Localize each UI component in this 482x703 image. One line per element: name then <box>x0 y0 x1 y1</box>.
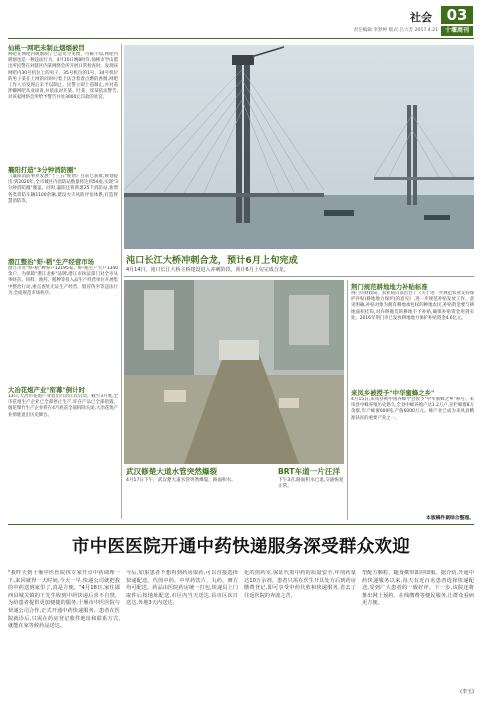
feature-paragraph: 化的煎药室,保证代煎中药的质量安全,年煎药量达10万余剂。患者只需在医生开具处方后到药房缴费登记,即可享受中药代煎和快递服务,省去了往返医院的奔波之苦。 <box>244 570 356 599</box>
brief-headline: 潜江整治"虾-稻"生产经营市场 <box>8 258 94 266</box>
feature-byline: (李玉) <box>460 689 474 695</box>
page-banner: 十堰周刊 <box>441 26 473 36</box>
story-divider <box>124 276 474 277</box>
brief-body: 4月15日,来凤县被中国养蜂学会授予"中华蜜蜂之乡"称号。来凤县中蜂养殖历史悠久,全县中蜂养殖户达1.2万户,存栏蜂群8万余群,年产蜂蜜600吨,产值6000万元。蜂产业已成为来凤县精准扶贫的重要产业之一。 <box>351 397 474 421</box>
news-brief <box>351 389 474 497</box>
news-brief <box>8 166 118 256</box>
news-brief <box>8 386 118 514</box>
page-number: 03 <box>441 6 473 24</box>
bridge-photo <box>124 45 474 249</box>
feature-top-rule <box>8 524 474 525</box>
column-divider <box>347 280 348 520</box>
flood-headline: 武汉修楚大道水管突然爆裂 <box>126 467 218 476</box>
bridge-illustration <box>124 45 474 249</box>
feature-paragraph: 型配方颗粒、随身携带即冲即服。据介绍,开通中药快递服务以来,每天有近百名患者选择快递配送,受到广大患者的一致好评。下一步,该院还将推出网上预约、在线缴费等便民服务,让群众看病更方便。 <box>362 570 474 607</box>
flood-side-caption: 下午3点,路面积水已退,交通恢复正常。 <box>278 478 344 490</box>
brief-body: 13日,大冶市花炮产业退出行动正式启动。截至3月底,全市花炮生产企业已全部停止生产,库存产品已全部销毁。烟花爆竹生产企业将在4月底前全部拆除关闭,大冶花炮产业彻底退出历史舞台。 <box>8 394 118 418</box>
brief-headline: 襄阳打造"3分钟消防圈" <box>8 166 77 174</box>
page-credits: 责任编辑:李梦婷 版式:吕大芳 2017.4.21 <box>353 28 438 33</box>
masthead <box>0 0 482 40</box>
flood-side-headline: BRT车道一片汪洋 <box>278 467 341 476</box>
bridge-caption: 4月14日，沌口长江大桥主桥建设进入冲刺阶段，预计6月上旬完成合龙。 <box>126 267 289 273</box>
flood-caption: 4月17日下午，武汉楚大道水管突然爆裂，路面积水。 <box>126 478 236 483</box>
flood-illustration <box>124 280 344 464</box>
news-brief <box>8 258 118 384</box>
section-name: 社会 <box>410 11 432 24</box>
source-note: 本版稿件据综合整理。 <box>426 516 474 521</box>
brief-headline: 仙桃一网吧未制止烟烟被罚 <box>8 44 85 52</box>
brief-body: 荆门市财政局、农业局日前出台了《关于进一步规范农业支持保护补贴(耕地地力保护)的意见》,进一步规范补贴发放工作。意见明确,补贴对象为拥有耕地承包权的种地农民,补贴资金要与耕地面积挂钩,对弃耕抛荒的耕地不予补贴,确保补贴资金用到实处。2016年荆门市已发放耕地地力保护补贴资金4.6亿元。 <box>351 291 474 321</box>
news-brief <box>351 283 474 387</box>
brief-body: 潜江市有"虾-稻"种养户12195家、虾-稻生产大户1340余户。为保障"潜江龙虾"品牌,潜江市执法部门对全市从事虾苗、饲料、渔药、稻种等投入品生产经营单位开展集中整治行动,重点查处无证生产经营、假冒伪劣等违法行为,全面规范市场秩序。 <box>8 266 118 296</box>
feature-headline: 市中医医院开通中药快递服务深受群众欢迎 <box>71 537 411 557</box>
feature-body <box>8 570 474 698</box>
column-divider <box>121 44 122 519</box>
brief-body: 《襄阳消防事业发展"十三五"规划》目前已获批,规划提出:到2020年,全市城区内消防站数量将达到54座,实现"3分钟消防圈"覆盖。同时,襄阳还将新建25个消防站,新增各类消防车辆1100余辆,建设火灾风险评估体系,打造智慧消防等。 <box>8 174 118 204</box>
masthead-rule <box>8 38 474 39</box>
bridge-headline: 沌口长江大桥冲刺合龙，预计6月上旬完成 <box>126 255 298 266</box>
feature-paragraph: 今后,如果患者不想再到药房取药,可以直接选择快递配送。代煎中药、中草药饮片、丸药、膏方均可配送。药品由医院药房统一打包,快递员上门取件后按地址配送,市区内当天送达,县市区次日送达,外地3天内送达。 <box>126 570 238 607</box>
right-column <box>351 283 474 513</box>
brief-headline: 荆门规范耕地地力补贴标准 <box>351 283 428 291</box>
feature-paragraph: "我昨天到十堰中医医院找专家开点中药调理一下,来回就得一天时间,今天一早,快递公司就把我的中药送到家里了,真是方便。"4月18日,家住郧西县城关镇的王先生收到中药快递后喜不自禁。为给患者提供更加便捷的服务,十堰市中医医院与快递公司合作,正式开通中药快递服务。患者在医院就诊后,只需在药房登记收件地址和联系方式,就能在家等候药品送达。 <box>8 570 120 630</box>
flood-photo <box>124 280 344 464</box>
brief-headline: 大冶花炮产业"衔幕"倒计时 <box>8 386 85 394</box>
news-brief <box>8 44 118 164</box>
left-column <box>8 44 118 522</box>
brief-body: 网吧在网吧内吸烟制了已是司空见惯，可稀不知,网吧内吸烟也是一种违法行为。4月10日晚8时许,仙桃市学山派出所民警在对辖区内某网络会所开展日常检查时，发现该网吧内30号机位上的男子，35号机位的1号、34号机位的男子某在上网的同时叼着上法含着着点燃的香烟,网吧工作人员发现后未予以制止。民警立即上前制止,并对前涉嫌网吧从业谈说,并依法对开某、吐某、崔某依法警告,对该家网络会所给予警告并处3000元罚款的处罚。 <box>8 52 118 101</box>
brief-headline: 来凤乡被授予"中华蜜蜂之乡" <box>351 389 435 397</box>
